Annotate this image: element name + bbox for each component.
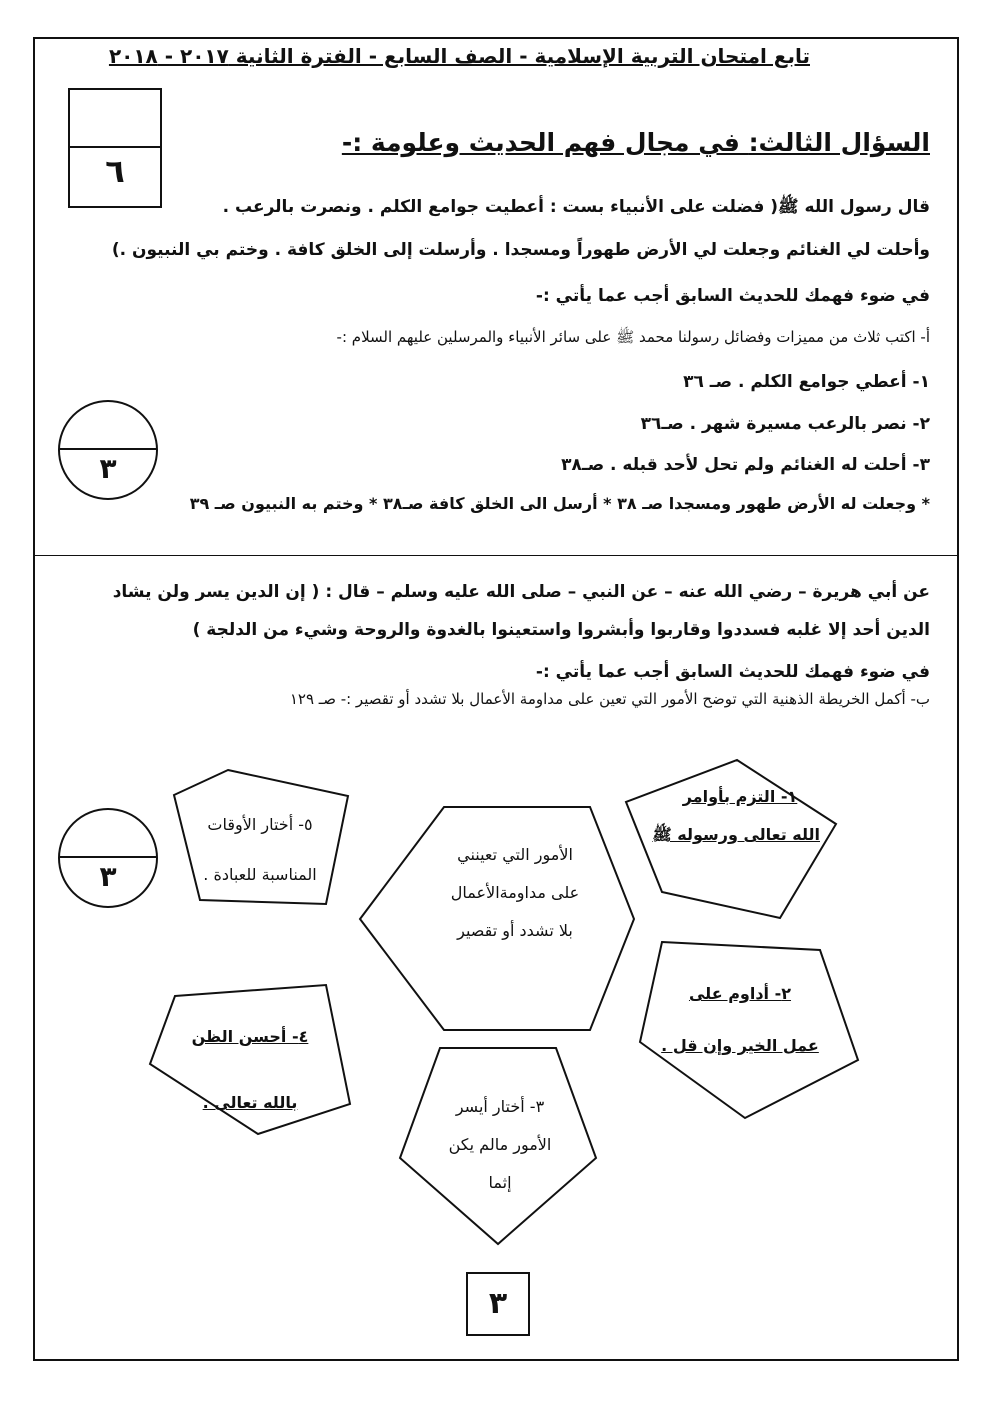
exam-header: تابع امتحان التربية الإسلامية - الصف السابع - الفترة الثانية ٢٠١٧ - ٢٠١٨ xyxy=(108,44,810,68)
node5-line-2: المناسبة للعبادة . xyxy=(203,865,317,884)
question-topic: في مجال فهم الحديث وعلومة :- xyxy=(341,128,749,157)
question-a: أ- اكتب ثلاث من مميزات وفضائل رسولنا محمد ﷺ على سائر الأنبياء والمرسلين عليهم السلام :- xyxy=(336,328,930,346)
center-node-text xyxy=(420,836,610,950)
node5-text xyxy=(180,800,340,900)
node1-text xyxy=(652,778,820,854)
node2-line-2: عمل الخير وإن قل . xyxy=(661,1036,819,1055)
answer-1: ١- أعطي جوامع الكلم . صـ ٣٦ xyxy=(683,372,930,392)
mark-total: ٦ xyxy=(105,152,125,190)
answer-extra: * وجعلت له الأرض طهور ومسجدا صـ ٣٨ * أرسل الى الخلق كافة صـ٣٨ * وختم به النبيون صـ ٣٩ xyxy=(189,494,930,513)
node3-line-3: إثما xyxy=(488,1173,512,1192)
node4-line-2: بالله تعالى . xyxy=(202,1093,298,1112)
hadith2-line2: الدين أحد إلا غلبه فسددوا وقاربوا وأبشروا واستعينوا بالغدوة والروحة وشيء من الدلجة ) xyxy=(192,620,930,640)
center-line-3: بلا تشدد أو تقصير xyxy=(457,921,573,940)
node2-line-1: ٢- أداوم على xyxy=(688,984,792,1003)
node3-text xyxy=(410,1088,590,1202)
node4-text xyxy=(170,1004,330,1136)
mark-a: ٣ xyxy=(99,452,117,485)
page-number: ٣ xyxy=(466,1272,530,1336)
answer-3: ٣- أحلت له الغنائم ولم تحل لأحد قبله . صـ٣٨ xyxy=(561,455,930,475)
node4-line-1: ٤- أحسن الظن xyxy=(191,1027,309,1046)
question-b: ب- أكمل الخريطة الذهنية التي توضح الأمور التي تعين على مداومة الأعمال بلا تشدد أو تقصير :- صـ ١٢٩ xyxy=(289,690,930,708)
node3-line-1: ٣- أختار أيسر xyxy=(455,1097,545,1116)
center-line-1: الأمور التي تعينني xyxy=(457,845,573,864)
hadith1-prompt: في ضوء فهمك للحديث السابق أجب عما يأتي :- xyxy=(535,286,930,306)
hadith2-prompt: في ضوء فهمك للحديث السابق أجب عما يأتي :- xyxy=(535,662,930,682)
mark-b: ٣ xyxy=(99,860,117,893)
hadith1-line2: وأحلت لي الغنائم وجعلت لي الأرض طهوراً ومسجدا . وأرسلت إلى الخلق كافة . وختم بي النبيون .) xyxy=(111,240,930,260)
hadith1-line1: قال رسول الله ﷺ( فضلت على الأنبياء بست : أعطيت جوامع الكلم . ونصرت بالرعب . xyxy=(222,197,930,217)
center-line-2: على مداومةالأعمال xyxy=(450,883,580,902)
node5-line-1: ٥- أختار الأوقات xyxy=(207,815,313,834)
node2-text xyxy=(650,968,830,1072)
node1-line-2: الله تعالى ورسوله ﷺ xyxy=(652,825,820,844)
node3-line-2: الأمور مالم يكن xyxy=(448,1135,552,1154)
question-label: السؤال الثالث: xyxy=(748,128,930,157)
answer-2: ٢- نصر بالرعب مسيرة شهر . صـ٣٦ xyxy=(640,414,930,434)
hadith2-line1: عن أبي هريرة – رضي الله عنه – عن النبي – صلى الله عليه وسلم – قال : ( إن الدين يسر ولن يشاد xyxy=(112,582,930,602)
node1-line-1: ١- التزم بأوامر xyxy=(682,787,798,806)
